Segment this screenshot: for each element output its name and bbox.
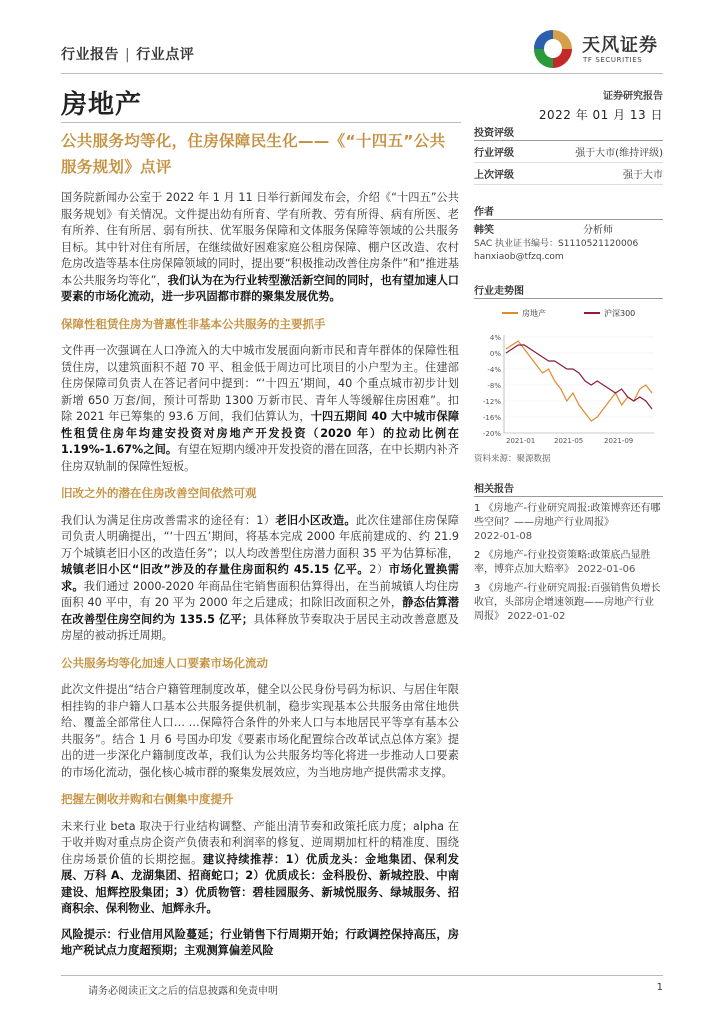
footer [61,975,663,976]
x-tick-label: 2021-09 [604,437,634,445]
legend-label: 房地产 [522,309,546,318]
trend-chart-svg [474,305,663,450]
chart-source: 资料来源：聚源数据 [474,454,551,464]
logo-icon [532,28,574,70]
rental-investment-estimate: 十四五期间 40 大中城市保障性租赁住房年均建安投资对房地产开发投资（2020 年）的拉动比例在 1.19%-1.67%之间。 [61,410,460,456]
sector-title: 房地产 [61,90,143,120]
author-block [474,201,663,264]
tag-separator: | [125,47,131,63]
trend-heading: 行业走势图 [474,280,663,299]
related-heading: 相关报告 [474,478,663,497]
section-heading-investment-advice: 把握左侧收并购和右侧集中度提升 [61,792,234,806]
y-tick-label: -20% [482,430,501,438]
tag-industry-report: 行业报告 [61,47,119,63]
rating-row: 上次评级 强于大市 [474,163,663,185]
investment-advice-paragraph: 未来行业 beta 取决于行业结构调整、产能出清节奏和政策托底力度；alpha 在于收并购对重点房企资产负债表和利润率的修复、逆周期加杠杆的精准度、围绕住房场景价值的长期挖掘。建议持续推荐：1）优质龙头：金地集团、保利发展、万科 A、龙湖集团、招商蛇口；2）优质成长：金科股份、新城控股、中南建设、旭辉控股集团；3）优质物管：碧桂园服务、新城悦服务、绿城服务、招商积余、保利物业、旭辉永升。 [61,819,459,915]
risk-warning: 风险提示：行业信用风险蔓延；行业销售下行周期开始；行政调控保持高压，房地产税试点力度超预期；主观测算偏差风险 [61,927,459,957]
related-reports [474,478,663,624]
rental-housing-paragraph: 文件再一次强调在人口净流入的大中城市发展面向新市民和青年群体的保障性租赁住房，以建筑面积不超 70 平、租金低于周边可比项目的小户型为主。住建部住房保障司负责人在答记者问中提到：“‘十四五’期间，40 个重点城市初步计划新增 650 万套/间，预计可帮助 1300 万新市民、青年人等缓解住房困难”。扣除 2021 年已筹集的 93.6 万间，我们估算认为，十四五期间 40 大中城市保障性租赁住房年均建安投资对房地产开发投资（2020 年）的拉动比例在 1.19%-1.67%之间。有望在短期内缓冲开发投资的潜在回落，在中长期内补齐住房双轨制的保障性短板。 [61,344,460,473]
section-heading-improvement-space: 旧改之外的潜在住房改善空间依然可观 [61,486,257,500]
y-tick-label: -8% [487,382,501,390]
trend-chart-block [474,280,663,464]
sidebar [474,122,663,624]
intro-key-point: 我们认为在为行业转型激活新空间的同时，也有望加速人口要素的市场化流动，进一步巩固都市群的聚集发展优势。 [61,273,459,303]
section-heading-rental-housing: 保障性租赁住房为普惠性非基本公共服务的主要抓手 [61,316,326,331]
trend-chart [474,305,663,450]
related-report-item[interactable]: 2 《房地产-行业投资策略:政策底凸显胜率，博弈点加大赔率》 2022-01-06 [474,550,651,575]
y-tick-label: -12% [482,398,501,406]
author-sac-number: SAC 执业证书编号：S1110521120006 [474,239,639,249]
y-tick-label: 0% [489,350,501,358]
page-number: 1 [656,982,663,993]
public-service-paragraph: 此次文件提出“结合户籍管理制度改革，健全以公民身份号码为标识、与居住年限相挂钩的非户籍人口基本公共服务提供机制，稳步实现基本公共服务由常住地供给、覆盖全部常住人口… …保障符合条件的外来人口与本地居民平等享有基本公共服务”。结合 1 月 6 号国办印发《要素市场化配置综合改革试点总体方案》提出的进一步深化户籍制度改革，我们认为公共服务均等化将进一步推动人口要素的市场化流动，强化核心城市群的聚集发展效应，为当地房地产提供需求支撑。 [61,683,459,779]
y-tick-label: 4% [489,334,501,342]
author-title: 分析师 [583,225,613,236]
recommended-stocks: 建议持续推荐：1）优质龙头：金地集团、保利发展、万科 A、龙湖集团、招商蛇口；2）优质成长：金科股份、新城控股、中南建设、旭辉控股集团；3）优质物管：碧桂园服务、新城悦服务、绿城服务、招商积余、保利物业、旭辉永升。 [61,852,459,915]
y-tick-label: -16% [482,414,501,422]
tag-industry-comment: 行业点评 [136,47,195,63]
section-heading-public-service: 公共服务均等化加速人口要素市场化流动 [61,655,268,670]
tf-securities-logo [532,28,662,72]
legend-label: 沪深300 [604,309,636,318]
x-tick-label: 2021-05 [554,437,584,445]
title-divider [61,122,461,123]
footer-disclaimer: 请务必阅读正文之后的信息披露和免责申明 [88,986,278,997]
author-email[interactable]: hanxiaob@tfzq.com [474,252,564,262]
report-date: 2022 年 01 月 13 日 [538,108,663,122]
logo-english-name: TF SECURITIES [583,56,643,64]
intro-paragraph: 国务院新闻办公室于 2022 年 1 月 11 日举行新闻发布会，介绍《“十四五”公共服务规划》有关情况。文件提出幼有所育、学有所教、劳有所得、病有所医、老有所养、住有所居、弱有所扶、优军服务保障和文体服务保障等领域的公共服务目标。其中针对住有所居，在继续做好困难家庭公租房保障、棚户区改造、农村危房改造等基本住房保障领域的同时，提出要“积极推动改善住房条件”和“推进基本公共服务均等化”，我们认为在为行业转型激活新空间的同时，也有望加速人口要素的市场化流动，进一步巩固都市群的聚集发展优势。 [61,191,459,303]
report-title: 公共服务均等化，住房保障民生化——《“十四五”公共服务规划》点评 [61,132,446,176]
header-divider [61,73,663,74]
rating-row: 行业评级 强于大市(维持评级) [474,141,663,163]
main-body [61,190,459,960]
rating-heading: 投资评级 [474,122,663,141]
related-report-item[interactable]: 3 《房地产-行业研究周报:百强销售负增长收官，头部房企增速领跑——房地产行业周报》 2022-01-02 [474,583,661,622]
y-tick-label: -4% [487,366,501,374]
related-report-item[interactable]: 1 《房地产-行业研究周报:政策博弈还有哪些空间？——房地产行业周报》 2022-01-08 [474,503,661,542]
x-tick-label: 2021-01 [506,437,536,445]
improvement-space-paragraph: 我们认为满足住房改善需求的途径有：1）老旧小区改造。此次住建部住房保障司负责人明确提出，“‘十四五’期间，将基本完成 2000 年底前建成的、约 21.9 万个城镇老旧小区的改造任务”；以人均改善型住房潜力面积 35 平为估算标准，城镇老旧小区“旧改”涉及的存量住房面积约 45.15 亿平。2）市场化置换需求。我们通过 2000-2020 年商品住宅销售面积估算得出，在当前城镇人均住房面积 40 平中，有 20 平为 2000 年之后建成；扣除旧改面积之外，静态估算潜在改善型住房空间约为 135.5 亿平；具体释放节奏取决于居民主动改善意愿及房屋的被动拆迁周期。 [61,513,459,642]
author-heading: 作者 [474,201,663,220]
report-type: 证券研究报告 [603,91,663,102]
author-name: 韩笑 [474,225,494,236]
report-category-tags [61,44,194,64]
logo-chinese-name: 天风证券 [582,35,658,56]
